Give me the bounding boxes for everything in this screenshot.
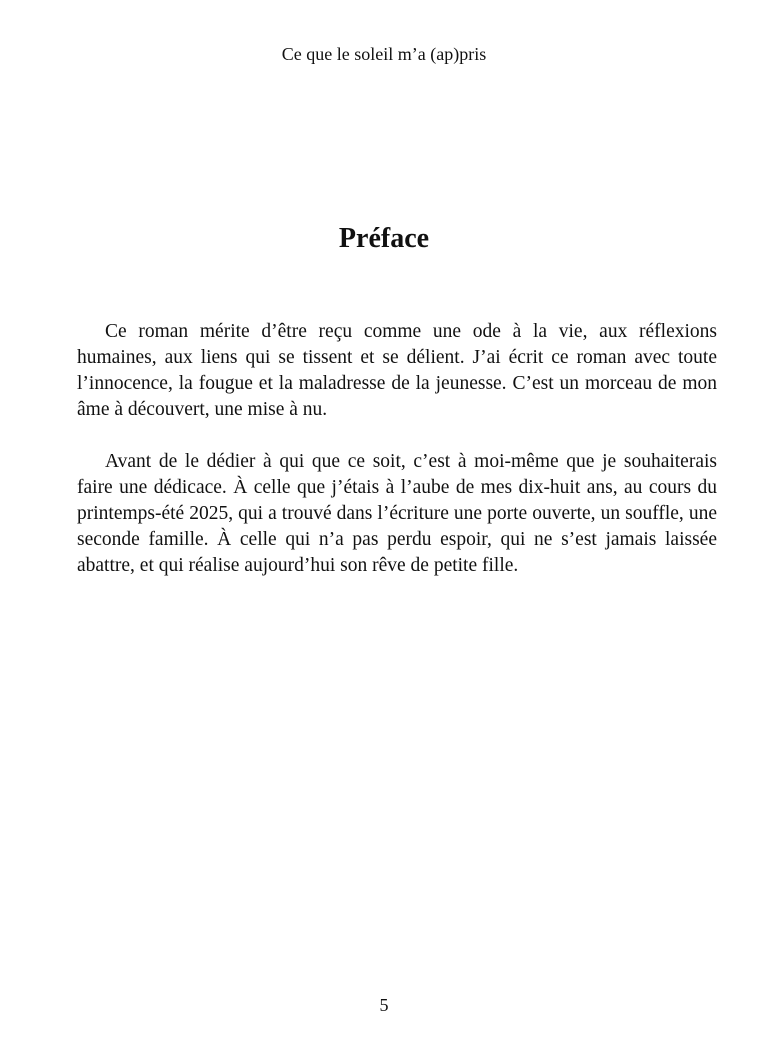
paragraph-1: Ce roman mérite d’être reçu comme une ode à la vie, aux réflexions humaines, aux liens qui se tissent et se délient. J’ai écrit ce roman avec toute l’innocence, la fougue et la maladresse de la jeunesse. C’est un morceau de mon âme à découvert, une mise à nu.: [77, 321, 717, 420]
paragraph-2: Avant de le dédier à qui que ce soit, c’est à moi-même que je souhaiterais faire une dédicace. À celle que j’étais à l’aube de mes dix-huit ans, au cours du printemps-été 2025, qui a trouvé dans l’écriture une porte ouverte, un souffle, une seconde famille. À celle qui n’a pas perdu espoir, qui ne s’est jamais laissée abattre, et qui réalise aujourd’hui son rêve de petite fille.: [77, 451, 717, 576]
page-number: 5: [379, 995, 389, 1015]
chapter-title: Préface: [338, 223, 430, 254]
body-text: [77, 319, 717, 605]
running-header: Ce que le soleil m’a (ap)pris: [281, 44, 487, 64]
